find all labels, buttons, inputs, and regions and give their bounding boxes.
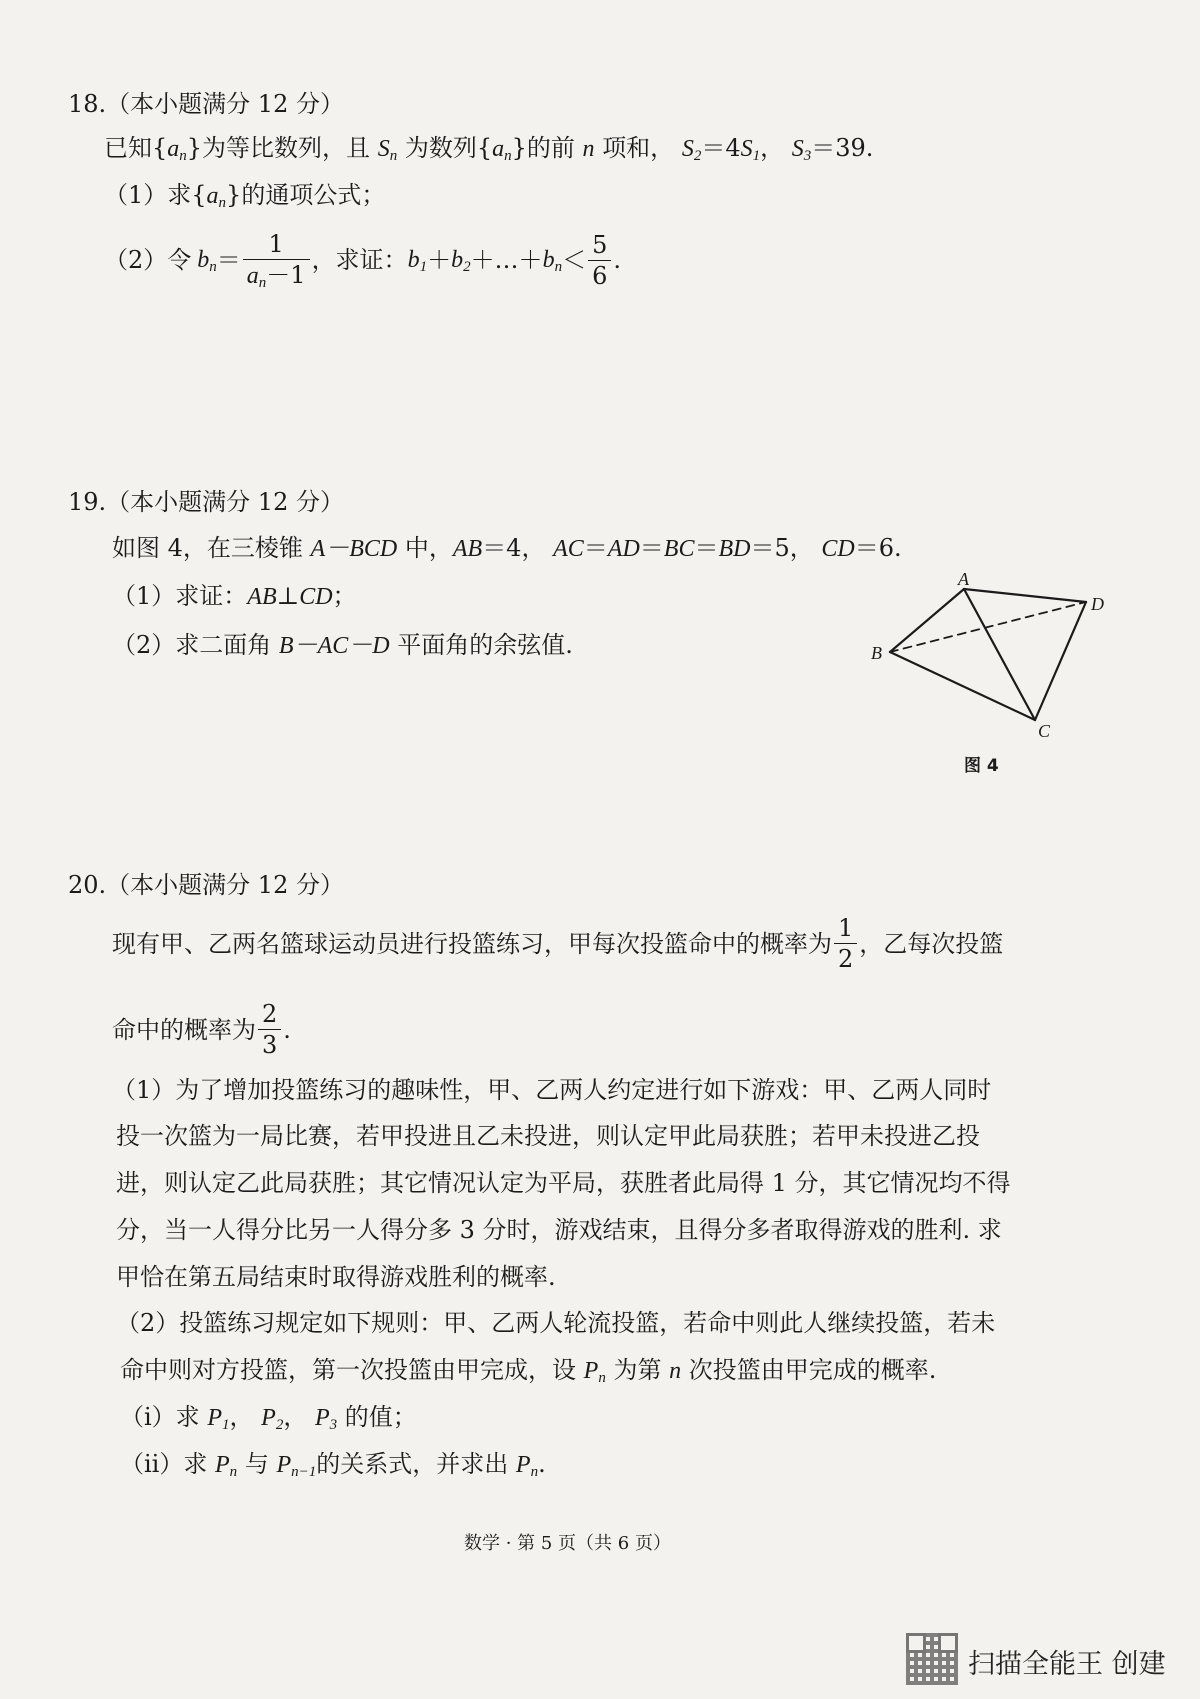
figure-caption: 图 4 — [964, 756, 999, 776]
q20-part2-text: 命中则对方投篮，第一次投篮由甲完成，设 — [120, 1356, 576, 1384]
q18-intro-text: ， — [760, 134, 785, 162]
vertex-label-c: C — [1038, 721, 1051, 741]
fraction-one-half — [834, 916, 857, 971]
q19-intro-text: 中， — [404, 534, 453, 562]
math-p1: $P_1$ — [207, 1405, 230, 1433]
fraction-rhs — [588, 230, 611, 290]
q20-number: 20. — [68, 871, 107, 899]
math-cd: CD — [299, 584, 333, 610]
vertex-label-d: D — [1091, 594, 1104, 614]
math-bn: $b_n$ — [542, 247, 563, 275]
math-b2: $b_2$ — [451, 247, 471, 275]
math-a: $a_n$ — [206, 183, 227, 211]
qr-code-icon — [906, 1633, 958, 1685]
fraction-numerator: 5 — [592, 230, 608, 259]
q18-number: 18. — [68, 90, 107, 118]
math-pn: $P_n$ — [515, 1452, 539, 1480]
q20-intro-text: ，乙每次投篮 — [859, 929, 1004, 958]
q20-sub-ii — [120, 1450, 546, 1480]
q20-points: （本小题满分 12 分） — [106, 871, 344, 899]
figure-4-tetrahedron — [871, 569, 1130, 776]
q18-points: （本小题满分 12 分） — [106, 90, 344, 118]
fraction-numerator: 1 — [268, 230, 284, 258]
q20-part2-line1: （2）投篮练习规定如下规则：甲、乙两人轮流投篮，若命中则此人继续投篮，若未 — [116, 1309, 996, 1337]
math-a: $a_n$ — [492, 136, 512, 164]
math-a: $a_n$ — [167, 136, 187, 164]
math-s2: $S_2$ — [681, 136, 702, 164]
q18-intro-text: }的前 — [511, 134, 575, 162]
fraction-bn — [243, 230, 310, 291]
q20-intro-line1 — [112, 916, 1003, 971]
q20-sub-i-text: ， — [229, 1403, 254, 1431]
edge-ac — [964, 589, 1035, 720]
q19-intro-text: ＝6. — [854, 534, 902, 562]
edge-ba — [890, 589, 964, 652]
q20-part2-line2 — [120, 1356, 937, 1386]
q19-intro-text: ＝ — [583, 534, 608, 562]
math-pn-minus-1: $P_{n-1}$ — [276, 1452, 317, 1480]
q19-part1 — [112, 584, 357, 609]
q19-intro — [112, 536, 902, 561]
q18-intro-text: ＝4 — [701, 134, 741, 162]
math-bc: BC — [663, 536, 695, 562]
fraction-two-thirds — [258, 1002, 281, 1057]
q18-intro-text: ＝39. — [811, 134, 874, 162]
math-b: $b_n$ — [197, 247, 217, 275]
math-ab: AB — [452, 536, 483, 562]
q18-part2-text: ＋ — [427, 246, 452, 274]
fraction-denominator: 2 — [834, 943, 857, 971]
math-ac: AC — [553, 536, 584, 562]
q20-sub-i-text: （ⅰ）求 — [120, 1403, 200, 1431]
page-footer: 数学 · 第 5 页（共 6 页） — [464, 1533, 671, 1554]
q18-intro-text: 已知{ — [104, 134, 168, 162]
edge-bc — [890, 652, 1035, 720]
q19-part2-text: 平面角的余弦值. — [397, 631, 573, 659]
q20-sub-i — [120, 1403, 417, 1433]
q19-intro-text: ＝ — [694, 534, 719, 562]
q20-sub-ii-text: （ⅱ）求 — [120, 1450, 208, 1478]
q18-part1-text: （1）求{ — [104, 181, 207, 209]
edge-ad — [964, 589, 1086, 602]
q20-sub-ii-text: . — [538, 1450, 546, 1478]
q18-part2-text: ，求证： — [311, 246, 408, 274]
q20-part2-text: 为第 — [613, 1356, 662, 1384]
q18-part2-text: ＜ — [562, 246, 587, 274]
q20-part1-line1: （1）为了增加投篮练习的趣味性，甲、乙两人约定进行如下游戏：甲、乙两人同时 — [112, 1076, 992, 1104]
q20-intro-text: 命中的概率为 — [112, 1015, 256, 1044]
math-bd: BD — [718, 536, 751, 562]
q19-part1-text: ； — [332, 582, 357, 610]
vertex-label-b: B — [871, 643, 882, 663]
q18-part1 — [104, 181, 386, 211]
q18-part1-text: }的通项公式； — [226, 181, 386, 209]
q19-header — [68, 490, 344, 514]
q20-sub-ii-text: 与 — [244, 1450, 269, 1478]
q20-part1-line5: 甲恰在第五局结束时取得游戏胜利的概率. — [116, 1263, 556, 1291]
q20-intro-text: . — [283, 1015, 291, 1044]
fraction-numerator: 2 — [262, 1000, 278, 1028]
q19-part2-text: （2）求二面角 — [112, 631, 272, 659]
q20-header — [68, 873, 344, 897]
math-cd: CD — [821, 536, 855, 562]
q18-intro-text: 为数列{ — [404, 134, 493, 162]
math-p3: $P_3$ — [314, 1405, 338, 1433]
q18-part2-text: （2）令 — [104, 246, 192, 274]
vertex-label-a: A — [958, 569, 969, 589]
fraction-numerator: 1 — [838, 914, 854, 942]
math-s3: $S_3$ — [791, 136, 812, 164]
q18-intro-text: }为等比数列，且 — [186, 134, 371, 162]
q20-part1-line2: 投一次篮为一局比赛，若甲投进且乙未投进，则认定甲此局获胜；若甲未投进乙投 — [116, 1122, 980, 1150]
q18-header — [68, 92, 344, 116]
q20-part1-line3: 进，则认定乙此局获胜；其它情况认定为平局，获胜者此局得 1 分，其它情况均不得 — [116, 1169, 1011, 1197]
q19-points: （本小题满分 12 分） — [106, 488, 344, 516]
q18-part2-text: ＋…＋ — [470, 246, 543, 274]
q20-part2-text: 次投篮由甲完成的概率. — [688, 1356, 937, 1384]
fraction-denominator: 3 — [258, 1029, 281, 1057]
perpendicular-symbol: ⊥ — [276, 582, 300, 610]
q19-intro-text: ＝4， — [482, 534, 546, 562]
q20-sub-i-text: 的值； — [344, 1403, 417, 1431]
math-pn: $P_n$ — [215, 1452, 238, 1480]
math-p2: $P_2$ — [261, 1405, 284, 1433]
edge-dc — [1035, 602, 1086, 720]
math-n: n — [582, 136, 595, 162]
q18-intro — [104, 134, 874, 164]
q18-intro-text: 项和， — [602, 134, 675, 162]
math-n: n — [669, 1358, 682, 1384]
q19-intro-text: 如图 4，在三棱锥 — [112, 534, 303, 562]
q18-part2-text: . — [613, 246, 621, 274]
q20-intro-text: 现有甲、乙两名篮球运动员进行投篮练习，甲每次投篮命中的概率为 — [112, 929, 832, 958]
q19-intro-text: ＝5， — [750, 534, 814, 562]
q18-part2-text: ＝ — [216, 246, 241, 274]
q19-intro-text: ＝ — [639, 534, 664, 562]
math-s: $S_n$ — [377, 136, 398, 164]
q20-part1-line4: 分，当一人得分比另一人得分多 3 分时，游戏结束，且得分多者取得游戏的胜利. 求 — [116, 1216, 1002, 1244]
q19-number: 19. — [68, 488, 107, 516]
q20-sub-i-text: ， — [283, 1403, 308, 1431]
math-ab: AB — [247, 584, 277, 610]
q20-intro-line2 — [112, 1002, 291, 1057]
q19-part2 — [112, 633, 573, 658]
math-dihedral-angle: B－AC－D — [278, 633, 390, 659]
scanner-watermark: 扫描全能王 创建 — [968, 1649, 1166, 1680]
q18-part2 — [104, 230, 621, 291]
math-tetrahedron: A－BCD — [310, 536, 398, 562]
q20-sub-ii-text: 的关系式，并求出 — [316, 1450, 509, 1478]
fraction-denominator: 6 — [588, 260, 611, 288]
q19-part1-text: （1）求证： — [112, 582, 248, 610]
math-b1: $b_1$ — [407, 247, 428, 275]
math-s1: $S_1$ — [740, 136, 761, 164]
math-ad: AD — [607, 536, 640, 562]
fraction-denominator: $a_n-1$ — [243, 259, 310, 288]
math-pn: $P_n$ — [583, 1358, 606, 1386]
